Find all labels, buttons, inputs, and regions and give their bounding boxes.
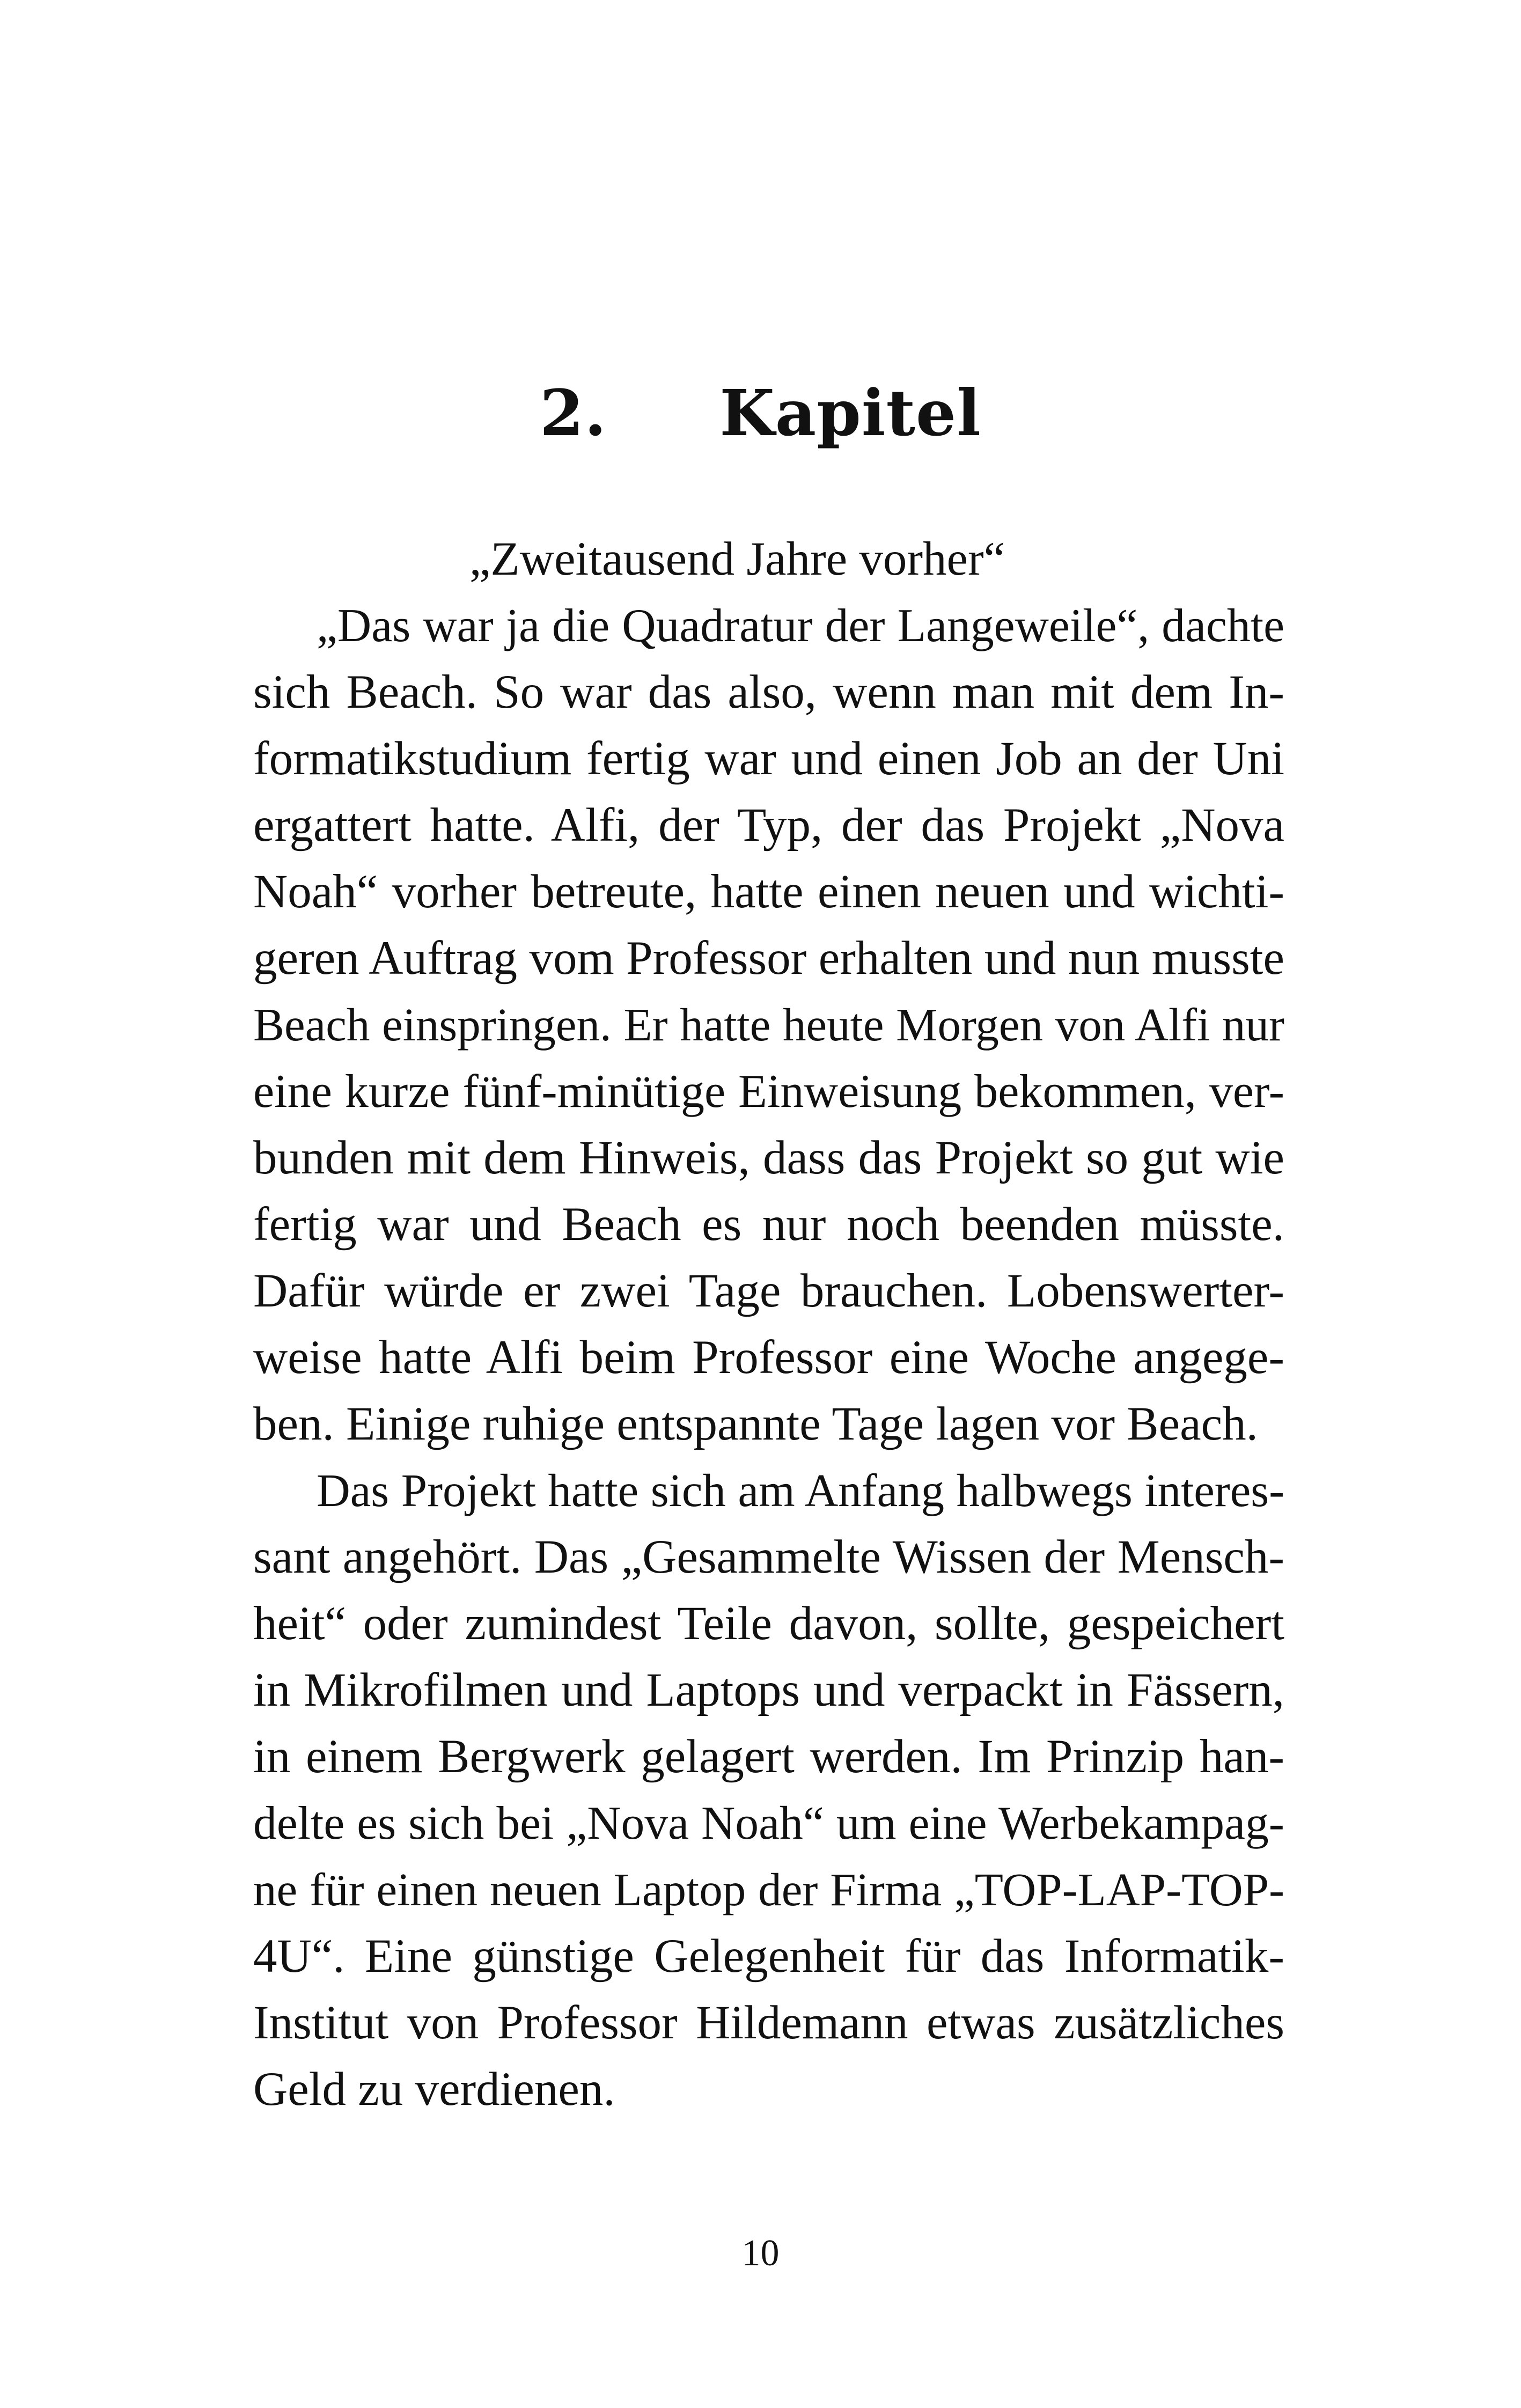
text-line: Noah“ vorher betreute, hatte einen neuen und wichti- bbox=[253, 865, 1284, 918]
text-line: ergattert hatte. Alfi, der Typ, der das Projekt „Nova bbox=[253, 799, 1284, 851]
chapter-number: 2. bbox=[540, 376, 607, 450]
text-line: 4U“. Eine günstige Gelegenheit für das Informatik- bbox=[253, 1930, 1284, 1983]
chapter-heading bbox=[0, 370, 1521, 456]
text-line: fertig war und Beach es nur noch beenden müsste. bbox=[253, 1198, 1284, 1251]
text-line: ben. Einige ruhige entspannte Tage lagen vor Beach. bbox=[253, 1398, 1258, 1450]
paragraph-1 bbox=[190, 592, 1284, 1457]
text-line: „Das war ja die Quadratur der Langeweile“, dachte bbox=[317, 599, 1284, 651]
text-line: geren Auftrag vom Professor erhalten und nun musste bbox=[253, 932, 1284, 985]
page-number: 10 bbox=[741, 2233, 780, 2274]
text-line: Geld zu verdienen. bbox=[253, 2063, 615, 2116]
text-line: delte es sich bei „Nova Noah“ um eine Werbekampag- bbox=[253, 1797, 1284, 1849]
text-line: in einem Bergwerk gelagert werden. Im Prinzip han- bbox=[253, 1730, 1284, 1783]
text-line: heit“ oder zumindest Teile davon, sollte, gespeichert bbox=[253, 1597, 1284, 1650]
text-line: sich Beach. So war das also, wenn man mit dem In- bbox=[253, 666, 1284, 718]
text-line: Institut von Professor Hildemann etwas zusätzliches bbox=[253, 1996, 1284, 2049]
text-line: Beach einspringen. Er hatte heute Morgen von Alfi nur bbox=[253, 999, 1284, 1051]
text-line: Das Projekt hatte sich am Anfang halbwegs interes- bbox=[317, 1465, 1284, 1516]
text-line: in Mikrofilmen und Laptops und verpackt in Fässern, bbox=[253, 1664, 1284, 1716]
text-line: bunden mit dem Hinweis, dass das Projekt so gut wie bbox=[253, 1132, 1284, 1184]
text-line: eine kurze fünf-minütige Einweisung bekommen, ver- bbox=[253, 1065, 1284, 1118]
chapter-subtitle: „Zweitausend Jahre vorher“ bbox=[469, 533, 1005, 585]
text-line: formatikstudium fertig war und einen Job an der Uni bbox=[253, 732, 1284, 785]
text-line: sant angehört. Das „Gesammelte Wissen der Mensch- bbox=[253, 1531, 1284, 1583]
text-line: Dafür würde er zwei Tage brauchen. Lobenswerter- bbox=[253, 1265, 1284, 1317]
chapter-title: Kapitel bbox=[719, 376, 981, 450]
paragraph-2 bbox=[190, 1457, 1284, 2123]
body-text bbox=[190, 592, 1284, 2123]
text-line: weise hatte Alfi beim Professor eine Woche angege- bbox=[253, 1331, 1284, 1384]
text-line: ne für einen neuen Laptop der Firma „TOP-LAP-TOP- bbox=[253, 1863, 1284, 1915]
